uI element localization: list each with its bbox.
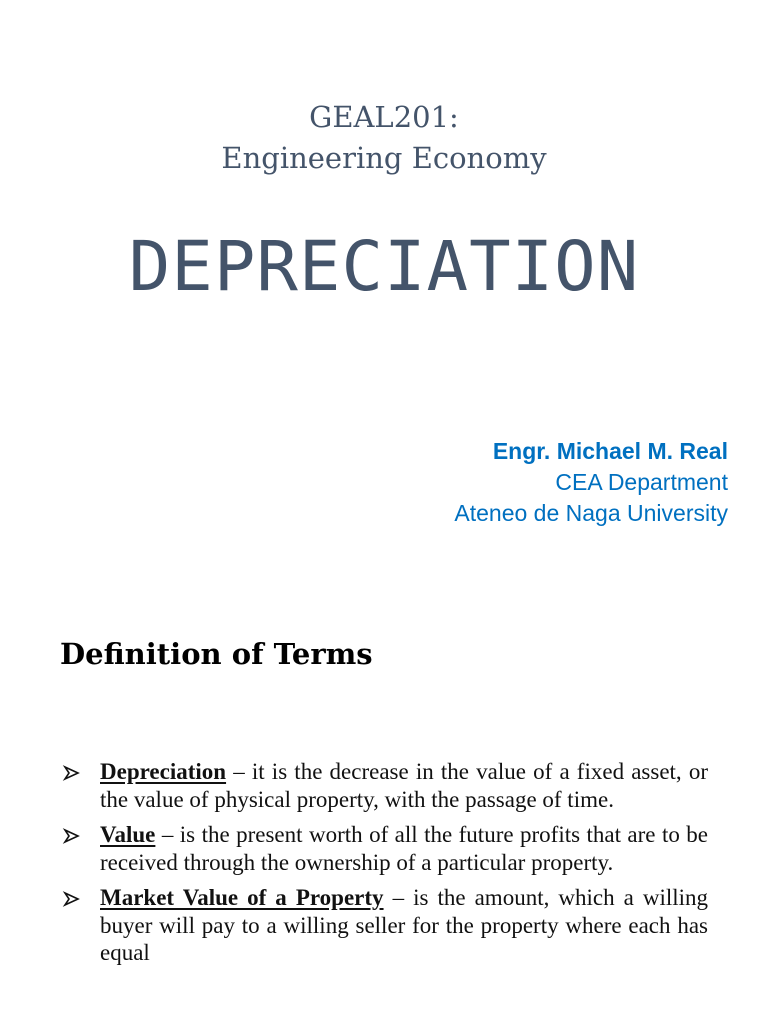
term-list: [60, 758, 708, 975]
deck-title: DEPRECIATION: [128, 227, 640, 307]
list-item: [60, 821, 708, 876]
definitions-slide: [0, 600, 768, 1024]
arrowhead-bullet-icon: [62, 758, 82, 785]
section-heading: Definition of Terms: [60, 637, 373, 671]
list-item: [60, 758, 708, 813]
term-name: Value: [100, 822, 156, 847]
author-university: Ateneo de Naga University: [454, 500, 728, 526]
term-definition: – it is the decrease in the value of a fixed asset, or the value of physical property, with the passage of time.: [100, 759, 708, 812]
course-name: Engineering Economy: [221, 141, 547, 175]
author-name: Engr. Michael M. Real: [492, 438, 728, 464]
term-definition: – is the present worth of all the future profits that are to be received through the ownership of a particular property.: [100, 822, 708, 875]
term-name: Market Value of a Property: [100, 885, 384, 910]
arrowhead-bullet-icon: [62, 884, 82, 911]
term-name: Depreciation: [100, 759, 227, 784]
author-block: [454, 436, 728, 529]
arrowhead-bullet-icon: [62, 821, 82, 848]
author-department: CEA Department: [555, 469, 728, 495]
course-code: GEAL201:: [309, 100, 459, 134]
list-item: [60, 884, 708, 967]
term-definition: – is the amount, which a willing buyer will pay to a willing seller for the property where each has equal: [100, 885, 709, 965]
